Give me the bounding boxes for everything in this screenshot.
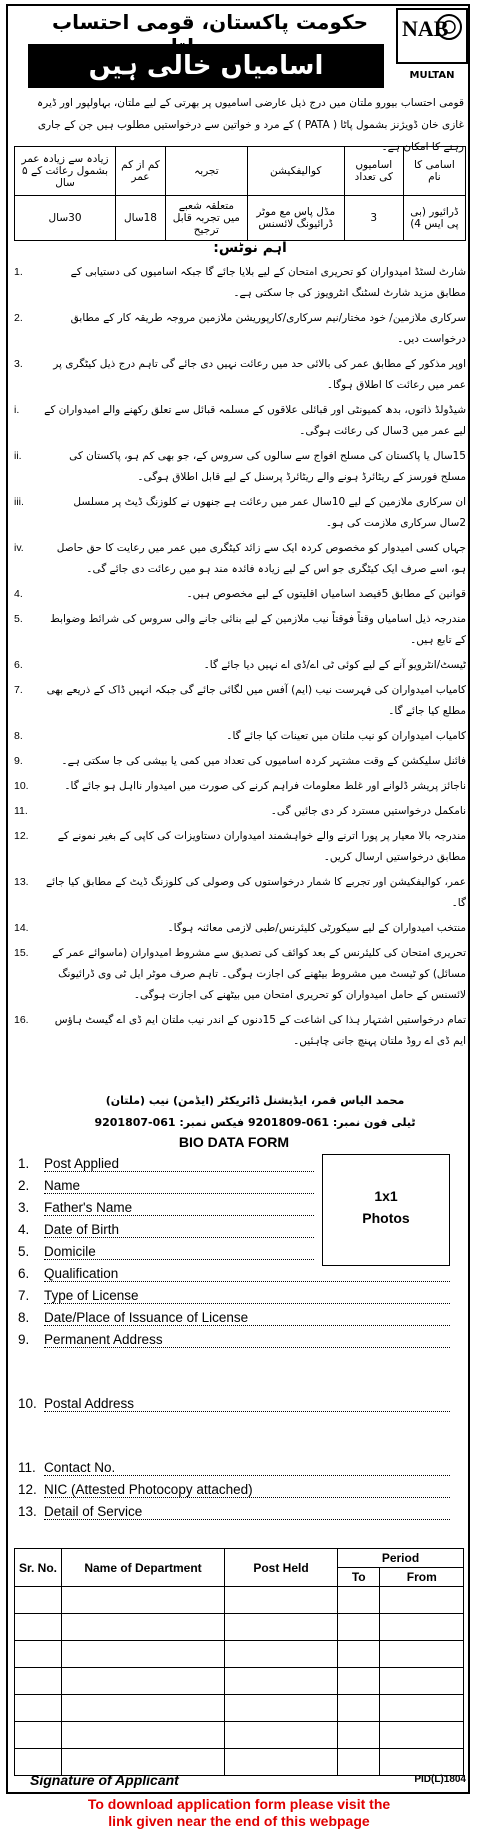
table-cell: 30سال bbox=[15, 196, 116, 241]
table-cell[interactable] bbox=[15, 1641, 62, 1668]
note-text: فائنل سلیکشن کے وقت مشتہر کردہ اسامیوں کی تعداد میں کمی یا بیشی کی جا سکتی ہے۔ bbox=[61, 755, 466, 767]
note-number: 14. bbox=[14, 922, 29, 934]
list-item bbox=[14, 308, 466, 350]
note-number: 13. bbox=[14, 876, 29, 888]
note-text: سرکاری ملازمین/ خود مختار/نیم سرکاری/کارپوریشن ملازمین مروجہ طریقہ کار کے مطابق درخواست دیں۔ bbox=[70, 312, 466, 345]
table-cell[interactable] bbox=[225, 1722, 338, 1749]
table-cell: مڈل پاس مع موٹر ڈرائیونگ لائسنس bbox=[247, 196, 344, 241]
bio-field-number: 13. bbox=[18, 1504, 37, 1519]
bio-field-number: 11. bbox=[18, 1460, 36, 1475]
table-cell[interactable] bbox=[15, 1587, 62, 1614]
photo-size: 1x1 bbox=[374, 1188, 398, 1204]
table-cell[interactable] bbox=[338, 1722, 380, 1749]
note-number: ii. bbox=[14, 450, 22, 462]
list-item bbox=[14, 584, 466, 605]
bio-field-row bbox=[14, 1198, 466, 1220]
bio-field-input-line[interactable] bbox=[44, 1475, 450, 1476]
posts-header-cell: کوالیفکیشن bbox=[247, 147, 344, 196]
list-item bbox=[14, 655, 466, 676]
note-text: کامیاب امیدواران کی فہرست نیب (ایم) آفس میں لگائی جائے گی جبکہ انہیں ڈاک کے ذریعے بھی مطلع کیا جائے گا۔ bbox=[46, 684, 466, 717]
list-item bbox=[14, 538, 466, 580]
note-text: ان سرکاری ملازمین کے لیے 10سال عمر میں رعائت ہے جنھوں نے کلوزنگ ڈیٹ پر مسلسل 2سال سرکاری ملازمت کی ہو۔ bbox=[73, 496, 466, 529]
table-cell[interactable] bbox=[62, 1722, 225, 1749]
bio-field-row bbox=[14, 1502, 466, 1524]
bio-field-row bbox=[14, 1264, 466, 1286]
note-number: 8. bbox=[14, 730, 23, 742]
bio-field-input-line[interactable] bbox=[44, 1237, 314, 1238]
note-text: قوانین کے مطابق 5فیصد اسامیاں اقلیتوں کے لیے مخصوص ہیں۔ bbox=[186, 588, 466, 600]
service-post-header: Post Held bbox=[225, 1549, 338, 1587]
bio-field-input-line[interactable] bbox=[44, 1281, 450, 1282]
bio-field-input-line[interactable] bbox=[44, 1519, 450, 1520]
table-cell[interactable] bbox=[15, 1614, 62, 1641]
table-cell[interactable] bbox=[62, 1695, 225, 1722]
bio-field-label: Father's Name bbox=[44, 1200, 133, 1215]
list-item bbox=[14, 826, 466, 868]
bio-field-input-line[interactable] bbox=[44, 1215, 314, 1216]
table-cell[interactable] bbox=[338, 1641, 380, 1668]
note-number: 5. bbox=[14, 613, 23, 625]
contact-name: محمد الیاس قمر، ایڈیشنل ڈائریکٹر (ایڈمن) نیب (ملتان) bbox=[105, 1094, 405, 1107]
contact-block bbox=[60, 1090, 450, 1134]
bio-field-label: Qualification bbox=[44, 1266, 119, 1281]
table-cell[interactable] bbox=[225, 1641, 338, 1668]
note-text: اوپر مذکور کے مطابق عمر کی بالائی حد میں رعائت نہیں دی جائے گی تاہم درج ذیل کیٹگری پر عمر میں رعائت کا اطلاق ہوگا۔ bbox=[53, 358, 466, 391]
list-item bbox=[14, 726, 466, 747]
posts-header-cell: تجربہ bbox=[165, 147, 247, 196]
photo-label: Photos bbox=[362, 1210, 410, 1226]
table-row bbox=[15, 1614, 464, 1641]
list-item bbox=[14, 354, 466, 396]
table-cell[interactable] bbox=[15, 1695, 62, 1722]
bio-field-row bbox=[14, 1242, 466, 1264]
download-note-line1: To download application form please visit the bbox=[87, 1796, 391, 1812]
service-header-row bbox=[15, 1549, 464, 1568]
table-cell[interactable] bbox=[338, 1614, 380, 1641]
note-number: iv. bbox=[14, 542, 24, 554]
bio-field-row bbox=[14, 1394, 466, 1416]
note-number: 10. bbox=[14, 780, 29, 792]
note-number: 1. bbox=[14, 266, 23, 278]
note-number: 15. bbox=[14, 947, 29, 959]
service-period-header: Period bbox=[338, 1549, 464, 1568]
posts-header-cell: اسامی کا نام bbox=[403, 147, 465, 196]
table-cell[interactable] bbox=[380, 1641, 464, 1668]
bio-field-label: Name bbox=[44, 1178, 81, 1193]
note-text: ناجائز پریشر ڈلوانے اور غلط معلومات فراہم کرنے کی صورت میں امیدوار نااہل ہو جائے گا۔ bbox=[64, 780, 466, 792]
table-cell[interactable] bbox=[225, 1587, 338, 1614]
table-cell[interactable] bbox=[380, 1668, 464, 1695]
bio-field-number: 5. bbox=[18, 1244, 30, 1259]
table-row bbox=[15, 1587, 464, 1614]
table-cell: 3 bbox=[344, 196, 403, 241]
list-item bbox=[14, 446, 466, 488]
note-number: 16. bbox=[14, 1014, 29, 1026]
vacancies-banner: اسامیاں خالی ہیں bbox=[28, 44, 384, 88]
bio-field-label: Contact No. bbox=[44, 1460, 116, 1475]
note-number: 4. bbox=[14, 588, 23, 600]
table-cell: ڈرائیور (بی پی ایس 4) bbox=[403, 196, 465, 241]
note-text: مندرجہ بالا معیار پر پورا اترنے والے خواہشمند امیدواران دستاویزات کی کاپی کے بغیر نمونے کے مطابق درخواستیں ارسال کریں۔ bbox=[57, 830, 466, 863]
table-cell[interactable] bbox=[225, 1695, 338, 1722]
note-text: 15سال یا پاکستان کی مسلح افواج سے سالوں کی سروس کے، جو بھی کم ہو، پاکستان کی مسلح فورسز کے ریٹائرڈ ہونے والے ریٹائرڈ پرسنل کے لیے قابل اطلاق ہوگی۔ bbox=[69, 450, 466, 483]
list-item bbox=[14, 943, 466, 1006]
note-text: تحریری امتحان کی کلیئرنس کے بعد کوائف کی تصدیق سے مشروط امیدواران (ماسوائے عمر کے مسائل) کو ٹیسٹ میں مشروط بیٹھنے کی اجازت ہوگی۔ تاہم صرف موٹر ایل ٹی وی ڈرائیونگ لائسنس کے حامل امیدواران کو تحریری امتحان میں بیٹھنے کی اجازت ہوگی۔ bbox=[52, 947, 466, 1001]
signature-label: Signature of Applicant bbox=[30, 1772, 179, 1788]
bio-field-label: NIC (Attested Photocopy attached) bbox=[44, 1482, 253, 1497]
bio-data-title: BIO DATA FORM bbox=[178, 1134, 290, 1150]
posts-header-cell: کم از کم عمر bbox=[116, 147, 166, 196]
service-dept-header: Name of Department bbox=[62, 1549, 225, 1587]
table-cell[interactable] bbox=[338, 1749, 380, 1776]
bio-field-label: Domicile bbox=[44, 1244, 96, 1259]
table-cell[interactable] bbox=[15, 1668, 62, 1695]
posts-table-header-row bbox=[15, 147, 466, 196]
bio-field-row bbox=[14, 1286, 466, 1308]
list-item bbox=[14, 1010, 466, 1052]
note-text: جہاں کسی امیدوار کو مخصوص کردہ ایک سے زائد کیٹگری میں عمر میں رعایت کا حق حاصل ہو، اسے صرف ایک کیٹگری جو اس کے لیے زیادہ فائدہ مند ہو میں رعائت دی جائے گی۔ bbox=[56, 542, 466, 575]
table-cell[interactable] bbox=[225, 1614, 338, 1641]
bio-field-input-line[interactable] bbox=[44, 1171, 314, 1172]
bio-field-input-line[interactable] bbox=[44, 1193, 314, 1194]
contact-phone: ٹیلی فون نمبر: 061-9201809 فیکس نمبر: 061-9201807 bbox=[94, 1116, 416, 1129]
table-cell[interactable] bbox=[380, 1749, 464, 1776]
list-item bbox=[14, 492, 466, 534]
list-item bbox=[14, 262, 466, 304]
bio-field-number: 3. bbox=[18, 1200, 30, 1215]
bio-field-number: 12. bbox=[18, 1482, 37, 1497]
pid-code: PID(L)1804 bbox=[414, 1774, 466, 1785]
service-table bbox=[14, 1548, 464, 1776]
bio-field-number: 4. bbox=[18, 1222, 30, 1237]
nab-logo-city: MULTAN bbox=[409, 70, 455, 81]
table-row bbox=[15, 1641, 464, 1668]
bio-field-number: 8. bbox=[18, 1310, 30, 1325]
note-number: 7. bbox=[14, 684, 23, 696]
list-item bbox=[14, 801, 466, 822]
note-text: عمر، کوالیفکیشن اور تجربے کا شمار درخواستوں کی وصولی کی کلوزنگ ڈیٹ کے مطابق کیا جائے گا۔ bbox=[45, 876, 466, 909]
government-header: حکومت پاکستان، قومی احتساب bbox=[51, 10, 368, 34]
table-cell[interactable] bbox=[338, 1587, 380, 1614]
table-cell[interactable] bbox=[225, 1668, 338, 1695]
download-note-line2: link given near the end of this webpage bbox=[108, 1813, 370, 1829]
note-text: تمام درخواستیں اشتہار ہذا کی اشاعت کے 15دنوں کے اندر نیب ملتان ایم ڈی اے گیسٹ ہاؤس ایم ڈی اے روڈ ملتان پہنچ جانی چاہئیں۔ bbox=[54, 1014, 466, 1047]
note-text: شیڈولڈ ذاتوں، بدھ کمیونٹی اور قبائلی علاقوں کے مسلمہ قبائل سے تعلق رکھنے والے امیدواران کے لیے عمر میں 3سال کی رعائت ہوگی۔ bbox=[44, 404, 466, 437]
table-cell[interactable] bbox=[62, 1587, 225, 1614]
bio-field-input-line[interactable] bbox=[44, 1325, 450, 1326]
bio-field-number: 2. bbox=[18, 1178, 30, 1193]
bio-field-label: Postal Address bbox=[44, 1396, 135, 1411]
note-text: منتخب امیدواران کے لیے سیکورٹی کلیئرنس/طبی لازمی معائنہ ہوگا۔ bbox=[167, 922, 466, 934]
table-cell[interactable] bbox=[62, 1614, 225, 1641]
table-cell: متعلقہ شعبے میں تجربہ قابل ترجیح bbox=[165, 196, 247, 241]
note-text: نامکمل درخواستیں مسترد کر دی جائیں گی۔ bbox=[270, 805, 466, 817]
table-row bbox=[15, 1722, 464, 1749]
note-number: iii. bbox=[14, 496, 24, 508]
bio-field-input-line[interactable] bbox=[44, 1411, 450, 1412]
bio-field-row bbox=[14, 1330, 466, 1352]
bio-field-label: Detail of Service bbox=[44, 1504, 143, 1519]
service-sr-header: Sr. No. bbox=[15, 1549, 62, 1587]
table-cell[interactable] bbox=[380, 1695, 464, 1722]
table-cell[interactable] bbox=[338, 1668, 380, 1695]
table-cell[interactable] bbox=[380, 1614, 464, 1641]
table-row bbox=[15, 1668, 464, 1695]
posts-header-cell: اسامیوں کی تعداد bbox=[344, 147, 403, 196]
note-number: 9. bbox=[14, 755, 23, 767]
table-cell[interactable] bbox=[15, 1722, 62, 1749]
bio-field-input-line[interactable] bbox=[44, 1303, 450, 1304]
table-cell[interactable] bbox=[62, 1668, 225, 1695]
table-cell[interactable] bbox=[225, 1749, 338, 1776]
note-number: i. bbox=[14, 404, 20, 416]
bio-field-row bbox=[14, 1308, 466, 1330]
posts-header-cell: زیادہ سے زیادہ عمر بشمول رعائت کے ۵ سال bbox=[15, 147, 116, 196]
bio-field-row bbox=[14, 1480, 466, 1502]
note-text: شارٹ لسٹڈ امیدواران کو تحریری امتحان کے لیے بلایا جائے گا جبکہ اسامیوں کی دستیابی کے مطابق مزید شارٹ لسٹنگ انٹرویوز کی جا سکتی ہے۔ bbox=[70, 266, 466, 299]
table-cell[interactable] bbox=[62, 1641, 225, 1668]
bio-field-label: Type of License bbox=[44, 1288, 139, 1303]
table-row bbox=[15, 196, 466, 241]
bio-field-label: Post Applied bbox=[44, 1156, 120, 1171]
bio-field-number: 10. bbox=[18, 1396, 37, 1411]
list-item bbox=[14, 400, 466, 442]
list-item bbox=[14, 872, 466, 914]
bio-field-label: Permanent Address bbox=[44, 1332, 163, 1347]
bio-field-row bbox=[14, 1458, 466, 1480]
table-cell[interactable] bbox=[380, 1587, 464, 1614]
service-from-header: From bbox=[380, 1568, 464, 1587]
bio-field-label: Date of Birth bbox=[44, 1222, 120, 1237]
bio-field-number: 1. bbox=[18, 1156, 30, 1171]
table-cell[interactable] bbox=[380, 1722, 464, 1749]
note-number: 3. bbox=[14, 358, 23, 370]
list-item bbox=[14, 918, 466, 939]
bio-field-number: 9. bbox=[18, 1332, 30, 1347]
bio-field-row bbox=[14, 1176, 466, 1198]
service-to-header: To bbox=[338, 1568, 380, 1587]
bio-field-row bbox=[14, 1220, 466, 1242]
note-text: ٹیسٹ/انٹرویو آنے کے لیے کوئی ٹی اے/ڈی اے نہیں دیا جائے گا۔ bbox=[203, 659, 466, 671]
nab-logo-box bbox=[396, 8, 468, 64]
bio-field-label: Date/Place of Issuance of License bbox=[44, 1310, 249, 1325]
nab-logo-text: NAB bbox=[402, 16, 449, 41]
note-text: مندرجہ ذیل اسامیاں وقتاً فوقتاً نیب ملازمین کے لیے بنائی جانے والی سروس کی شرائط وضوابط کے تابع ہیں۔ bbox=[50, 613, 466, 646]
bio-field-number: 7. bbox=[18, 1288, 30, 1303]
bio-field-input-line[interactable] bbox=[44, 1497, 450, 1498]
download-note bbox=[0, 1796, 478, 1830]
bio-field-row bbox=[14, 1154, 466, 1176]
table-cell[interactable] bbox=[338, 1695, 380, 1722]
notes-heading: اہم نوٹس: bbox=[213, 240, 287, 256]
note-number: 2. bbox=[14, 312, 23, 324]
note-number: 11. bbox=[14, 805, 28, 817]
list-item bbox=[14, 609, 466, 651]
table-row bbox=[15, 1695, 464, 1722]
notes-list bbox=[14, 262, 466, 1056]
note-number: 6. bbox=[14, 659, 23, 671]
list-item bbox=[14, 680, 466, 722]
bio-field-number: 6. bbox=[18, 1266, 30, 1281]
note-text: کامیاب امیدواران کو نیب ملتان میں تعینات کیا جائے گا۔ bbox=[226, 730, 466, 742]
bio-field-input-line[interactable] bbox=[44, 1347, 450, 1348]
posts-table bbox=[14, 146, 466, 241]
note-number: 12. bbox=[14, 830, 29, 842]
nab-logo bbox=[396, 8, 468, 88]
intro-paragraph: قومی احتساب بیورو ملتان میں درج ذیل عارضی اسامیوں پر بھرتی کے لیے ملتان، بہاولپور اور ڈیرہ غازی خان ڈویژنز بشمول پاٹا ( PATA ) کے مرد و خواتین سے درخواستیں مطلوب ہیں جن کے جاری رہنے کا امکان ہے۔ bbox=[37, 97, 464, 153]
table-cell: 18سال bbox=[116, 196, 166, 241]
list-item bbox=[14, 776, 466, 797]
nab-seal-icon bbox=[434, 12, 464, 42]
bio-field-input-line[interactable] bbox=[44, 1259, 314, 1260]
list-item bbox=[14, 751, 466, 772]
